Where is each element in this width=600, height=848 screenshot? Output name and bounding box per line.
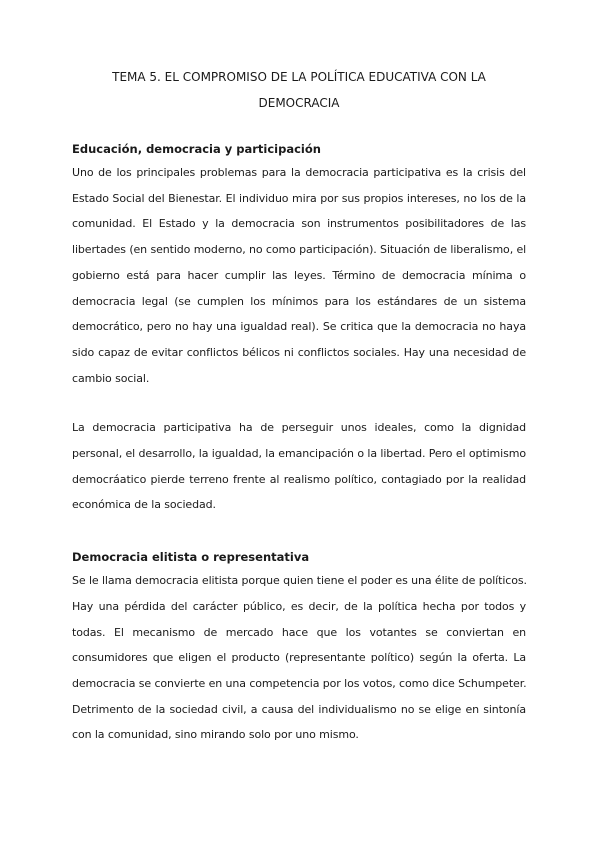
text-line: democráatico pierde terreno frente al realismo político, contagiado por la realidad	[72, 472, 526, 486]
document-page	[72, 64, 526, 748]
text-line: Uno de los principales problemas para la democracia participativa es la crisis del	[72, 166, 526, 179]
paragraph	[72, 160, 526, 391]
text-line: democracia legal (se cumplen los mínimos para los estándares de un sistema	[72, 294, 526, 308]
text-line: con la comunidad, sino mirando solo por uno mismo.	[72, 728, 359, 742]
text-line: consumidores que eligen el producto (representante político) según la oferta. La	[72, 651, 526, 665]
text-line: Se le llama democracia elitista porque quien tiene el poder es una élite de políticos.	[72, 574, 527, 588]
text-line: democrático, pero no hay una igualdad real). Se critica que la democracia no haya	[72, 320, 526, 334]
text-line: comunidad. El Estado y la democracia son instrumentos posibilitadores de las	[72, 217, 526, 231]
section-democracia-elitista	[72, 546, 526, 748]
text-line: económica de la sociedad.	[72, 498, 216, 512]
text-line: gobierno está para hacer cumplir las leyes. Término de democracia mínima o	[72, 268, 526, 282]
text-line: libertades (en sentido moderno, no como participación). Situación de liberalismo, el	[72, 243, 527, 257]
text-line: Detrimento de la sociedad civil, a causa del individualismo no se elige en sintonía	[72, 702, 526, 716]
page-title	[72, 64, 526, 116]
paragraph	[72, 568, 526, 748]
page-title-line-1: TEMA 5. EL COMPROMISO DE LA POLÍTICA EDUCATIVA CON LA	[112, 70, 486, 84]
text-line: democracia se convierte en una competencia por los votos, como dice Schumpeter.	[72, 676, 527, 690]
text-line: personal, el desarrollo, la igualdad, la emancipación o la libertad. Pero el optimismo	[72, 447, 526, 461]
text-line: Hay una pérdida del carácter público, es decir, de la política hecha por todos y	[72, 599, 526, 613]
page-title-line-2: DEMOCRACIA	[258, 96, 340, 110]
text-line: Estado Social del Bienestar. El individuo mira por sus propios intereses, no los de la	[72, 191, 526, 205]
section-heading: Educación, democracia y participación	[72, 142, 321, 156]
text-line: La democracia participativa ha de perseguir unos ideales, como la dignidad	[72, 421, 526, 435]
section-heading: Democracia elitista o representativa	[72, 550, 310, 565]
text-line: todas. El mecanismo de mercado hace que los votantes se conviertan en	[72, 625, 526, 639]
text-line: sido capaz de evitar conflictos bélicos ni conflictos sociales. Hay una necesidad de	[72, 345, 526, 359]
paragraph	[72, 415, 526, 518]
section-educacion-democracia	[72, 138, 526, 518]
text-line: cambio social.	[72, 371, 150, 385]
